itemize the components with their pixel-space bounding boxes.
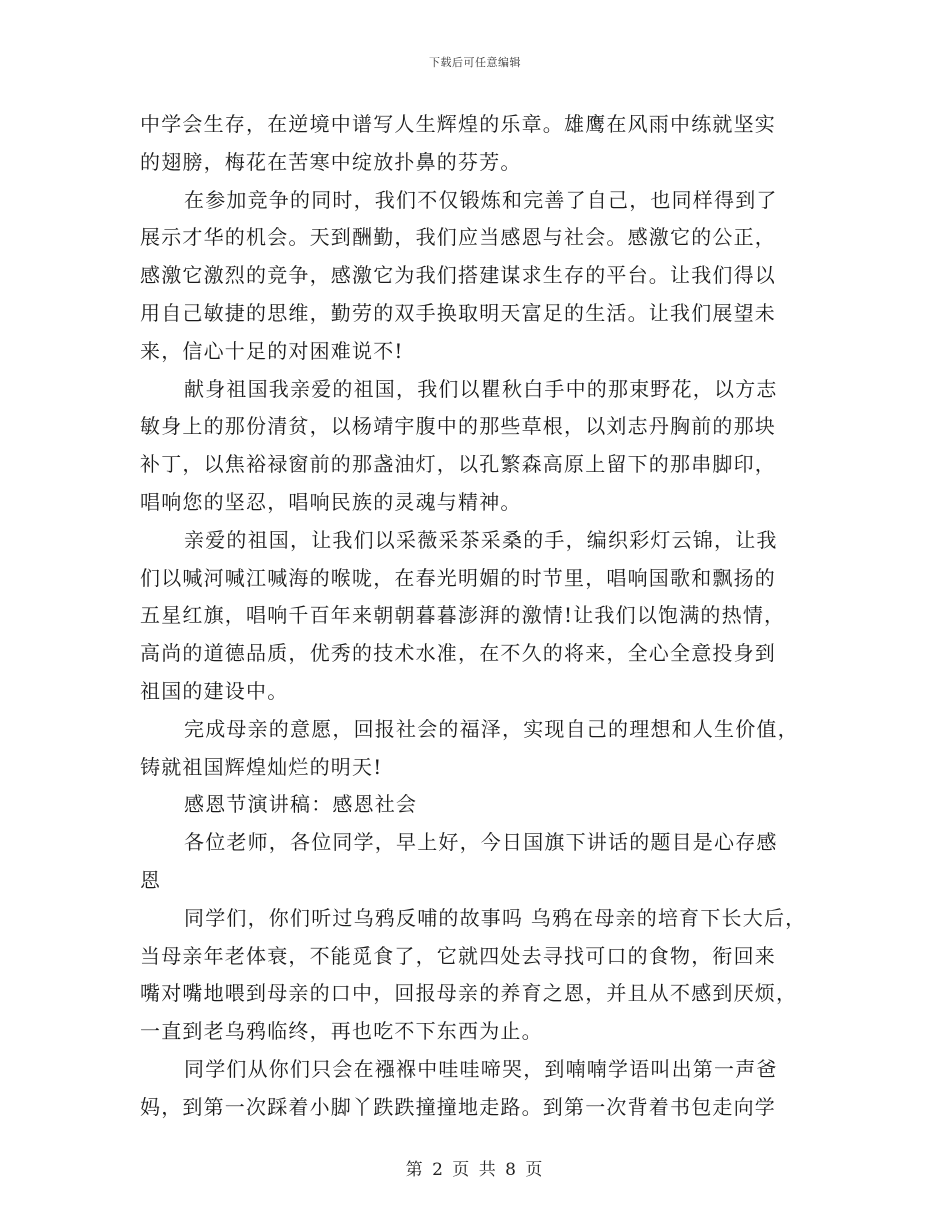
body-line: 铸就祖国辉煌灿烂的明天! bbox=[140, 754, 383, 779]
body-line: 完成母亲的意愿，回报社会的福泽，实现自己的理想和人生价值， bbox=[184, 716, 799, 741]
body-line: 感激它激烈的竞争，感激它为我们搭建谋求生存的平台。让我们得以 bbox=[140, 263, 776, 288]
body-line: 嘴对嘴地喂到母亲的口中，回报母亲的养育之恩，并且从不感到厌烦， bbox=[140, 981, 798, 1006]
page-footer: 第 2 页 共 8 页 bbox=[405, 1160, 545, 1180]
body-line: 补丁，以焦裕禄窗前的那盏油灯，以孔繁森高原上留下的那串脚印， bbox=[140, 452, 776, 477]
body-line: 在参加竞争的同时，我们不仅锻炼和完善了自己，也同样得到了 bbox=[184, 187, 778, 212]
body-line: 们以喊河喊江喊海的喉咙，在春光明媚的时节里，唱响国歌和飘扬的 bbox=[140, 565, 776, 590]
body-line: 献身祖国我亲爱的祖国，我们以瞿秋白手中的那束野花，以方志 bbox=[184, 376, 778, 401]
body-line: 用自己敏捷的思维，勤劳的双手换取明天富足的生活。让我们展望未 bbox=[140, 300, 776, 325]
page-header: 下载后可任意编辑 bbox=[429, 56, 521, 69]
body-line: 敏身上的那份清贫，以杨靖宇腹中的那些草根，以刘志丹胸前的那块 bbox=[140, 414, 776, 439]
body-line: 同学们从你们只会在襁褓中哇哇啼哭，到喃喃学语叫出第一声爸 bbox=[184, 1056, 778, 1081]
body-line: 的翅膀，梅花在苦寒中绽放扑鼻的芬芳。 bbox=[140, 149, 522, 174]
body-line: 同学们，你们听过乌鸦反哺的故事吗 乌鸦在母亲的培育下长大后， bbox=[184, 905, 807, 930]
body-line: 高尚的道德品质，优秀的技术水准，在不久的将来，全心全意投身到 bbox=[140, 641, 776, 666]
body-line: 一直到老乌鸦临终，再也吃不下东西为止。 bbox=[140, 1019, 543, 1044]
body-line: 展示才华的机会。天到酬勤，我们应当感恩与社会。感激它的公正， bbox=[140, 225, 776, 250]
document-body bbox=[140, 106, 812, 1127]
body-line: 恩 bbox=[140, 867, 162, 892]
body-line: 祖国的建设中。 bbox=[140, 678, 289, 703]
body-line: 唱响您的坚忍，唱响民族的灵魂与精神。 bbox=[140, 489, 522, 514]
body-line: 妈，到第一次踩着小脚丫跌跌撞撞地走路。到第一次背着书包走向学 bbox=[140, 1094, 776, 1119]
section-heading: 感恩节演讲稿：感恩社会 bbox=[184, 792, 418, 817]
body-line: 中学会生存，在逆境中谱写人生辉煌的乐章。雄鹰在风雨中练就坚实 bbox=[140, 112, 776, 136]
body-line: 当母亲年老体衰，不能觅食了，它就四处去寻找可口的食物，衔回来 bbox=[140, 943, 776, 968]
body-line: 亲爱的祖国，让我们以采薇采茶采桑的手，编织彩灯云锦，让我 bbox=[184, 527, 778, 552]
body-line: 五星红旗，唱响千百年来朝朝暮暮澎湃的激情!让我们以饱满的热情， bbox=[140, 603, 786, 628]
body-line: 来，信心十足的对困难说不! bbox=[140, 338, 404, 363]
body-line: 各位老师，各位同学，早上好，今日国旗下讲话的题目是心存感 bbox=[184, 830, 778, 855]
